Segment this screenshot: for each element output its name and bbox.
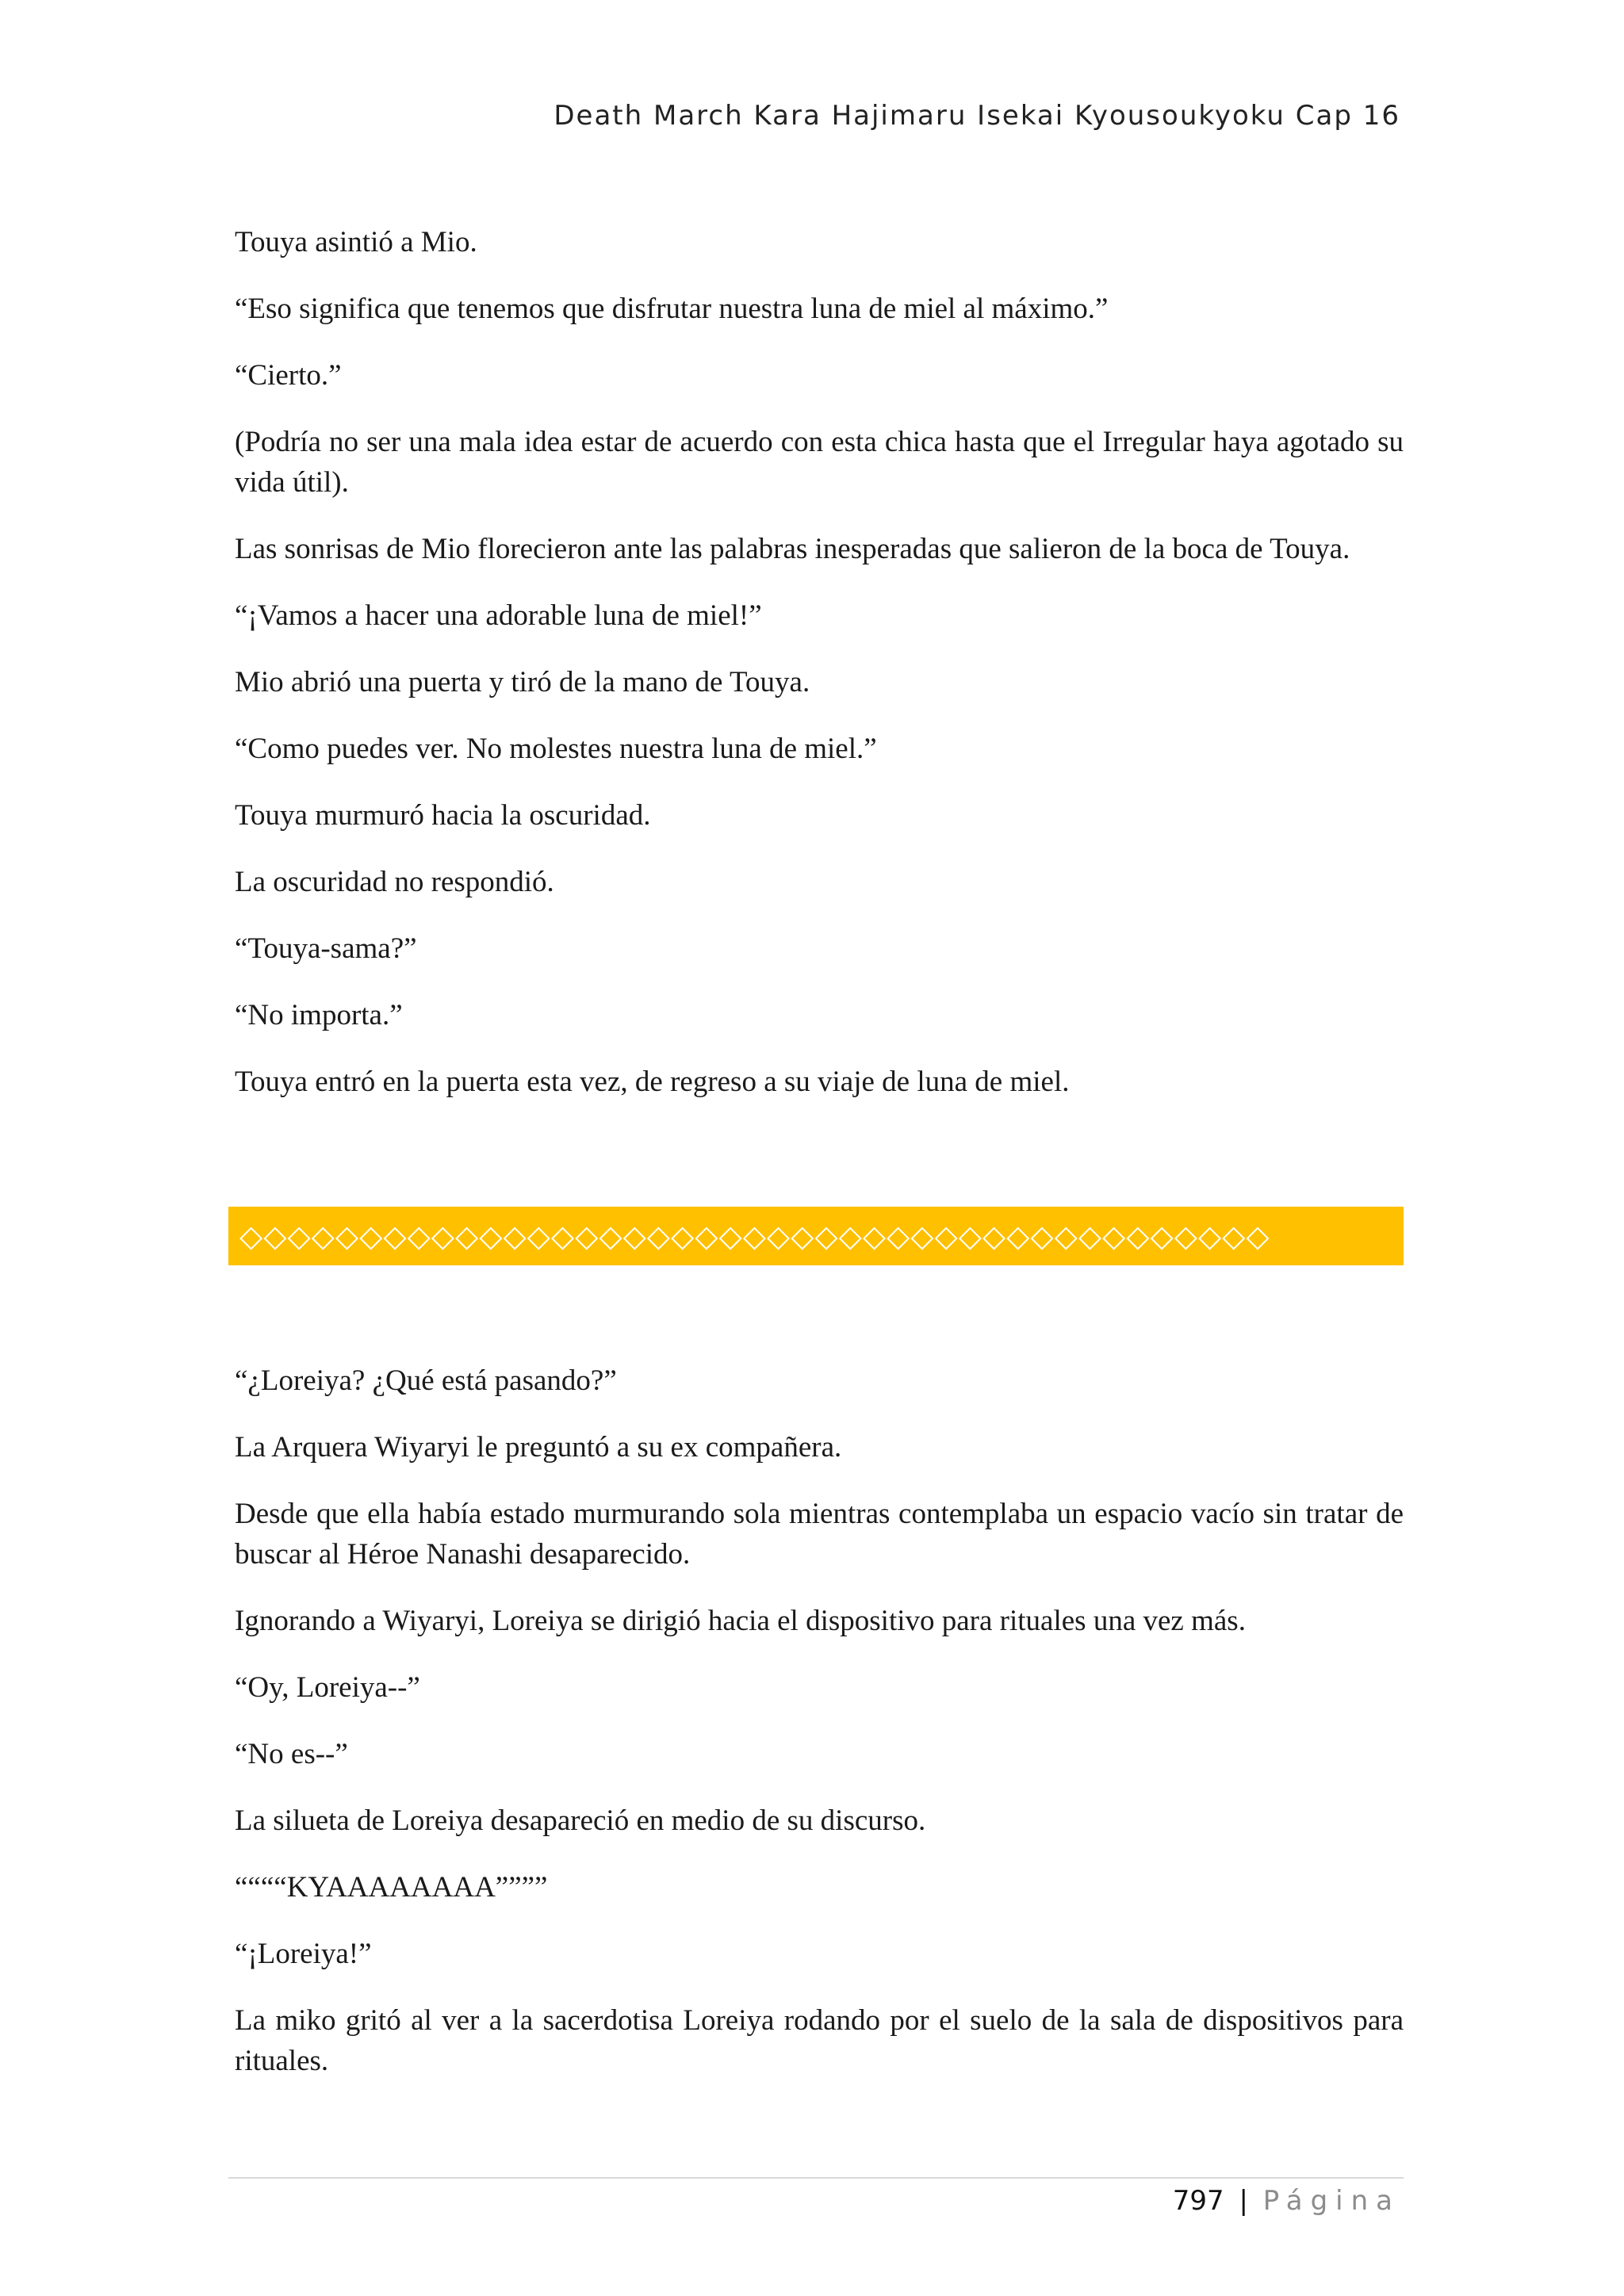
paragraph: Touya murmuró hacia la oscuridad.	[235, 799, 651, 832]
paragraph: “Eso significa que tenemos que disfrutar nuestra luna de miel al máximo.”	[235, 293, 1109, 325]
diamond-pattern: ◇◇◇◇◇◇◇◇◇◇◇◇◇◇◇◇◇◇◇◇◇◇◇◇◇◇◇◇◇◇◇◇◇◇◇◇◇◇◇◇◇◇◇	[239, 1219, 1270, 1253]
paragraph: “¡Loreiya!”	[235, 1938, 372, 1970]
paragraph: “Como puedes ver. No molestes nuestra luna de miel.”	[235, 733, 877, 765]
paragraph: Mio abrió una puerta y tiró de la mano de Touya.	[235, 666, 810, 698]
paragraph: Las sonrisas de Mio florecieron ante las palabras inesperadas que salieron de la boca de Touya.	[235, 533, 1350, 565]
page-footer	[1173, 2185, 1400, 2217]
running-header: Death March Kara Hajimaru Isekai Kyousoukyoku Cap 16	[553, 100, 1400, 132]
paragraph: La oscuridad no respondió.	[235, 866, 554, 898]
paragraph: Touya entró en la puerta esta vez, de regreso a su viaje de luna de miel.	[235, 1066, 1070, 1098]
paragraph: “No importa.”	[235, 999, 403, 1031]
paragraph: La silueta de Loreiya desapareció en medio de su discurso.	[235, 1804, 926, 1837]
paragraph: Touya asintió a Mio.	[235, 226, 477, 258]
paragraph: La Arquera Wiyaryi le preguntó a su ex compañera.	[235, 1431, 842, 1464]
page-number: 797	[1172, 2185, 1224, 2217]
paragraph: “Oy, Loreiya--”	[235, 1671, 420, 1704]
paragraph: “¿Loreiya? ¿Qué está pasando?”	[235, 1364, 617, 1397]
footer-divider	[228, 2177, 1404, 2179]
paragraph: “¡Vamos a hacer una adorable luna de miel!”	[235, 599, 762, 632]
page-word: Página	[1262, 2185, 1400, 2217]
text-section-1	[235, 222, 1404, 1128]
paragraph: “Touya-sama?”	[235, 932, 417, 965]
paragraph: “Cierto.”	[235, 359, 342, 392]
paragraph: La miko gritó al ver a la sacerdotisa Loreiya rodando por el suelo de la sala de dispositivos para rituales.	[235, 2004, 1404, 2077]
scene-break-divider	[228, 1207, 1404, 1265]
paragraph: (Podría no ser una mala idea estar de acuerdo con esta chica hasta que el Irregular haya agotado su vida útil).	[235, 426, 1404, 499]
paragraph: ““““KYAAAAAAAA””””	[235, 1871, 548, 1904]
paragraph: “No es--”	[235, 1738, 348, 1770]
paragraph: Desde que ella había estado murmurando sola mientras contemplaba un espacio vacío sin tratar de buscar al Héroe Nanashi desaparecido.	[235, 1498, 1404, 1571]
footer-separator: |	[1239, 2185, 1248, 2217]
text-section-2	[235, 1360, 1404, 2107]
paragraph: Ignorando a Wiyaryi, Loreiya se dirigió hacia el dispositivo para rituales una vez más.	[235, 1605, 1246, 1637]
